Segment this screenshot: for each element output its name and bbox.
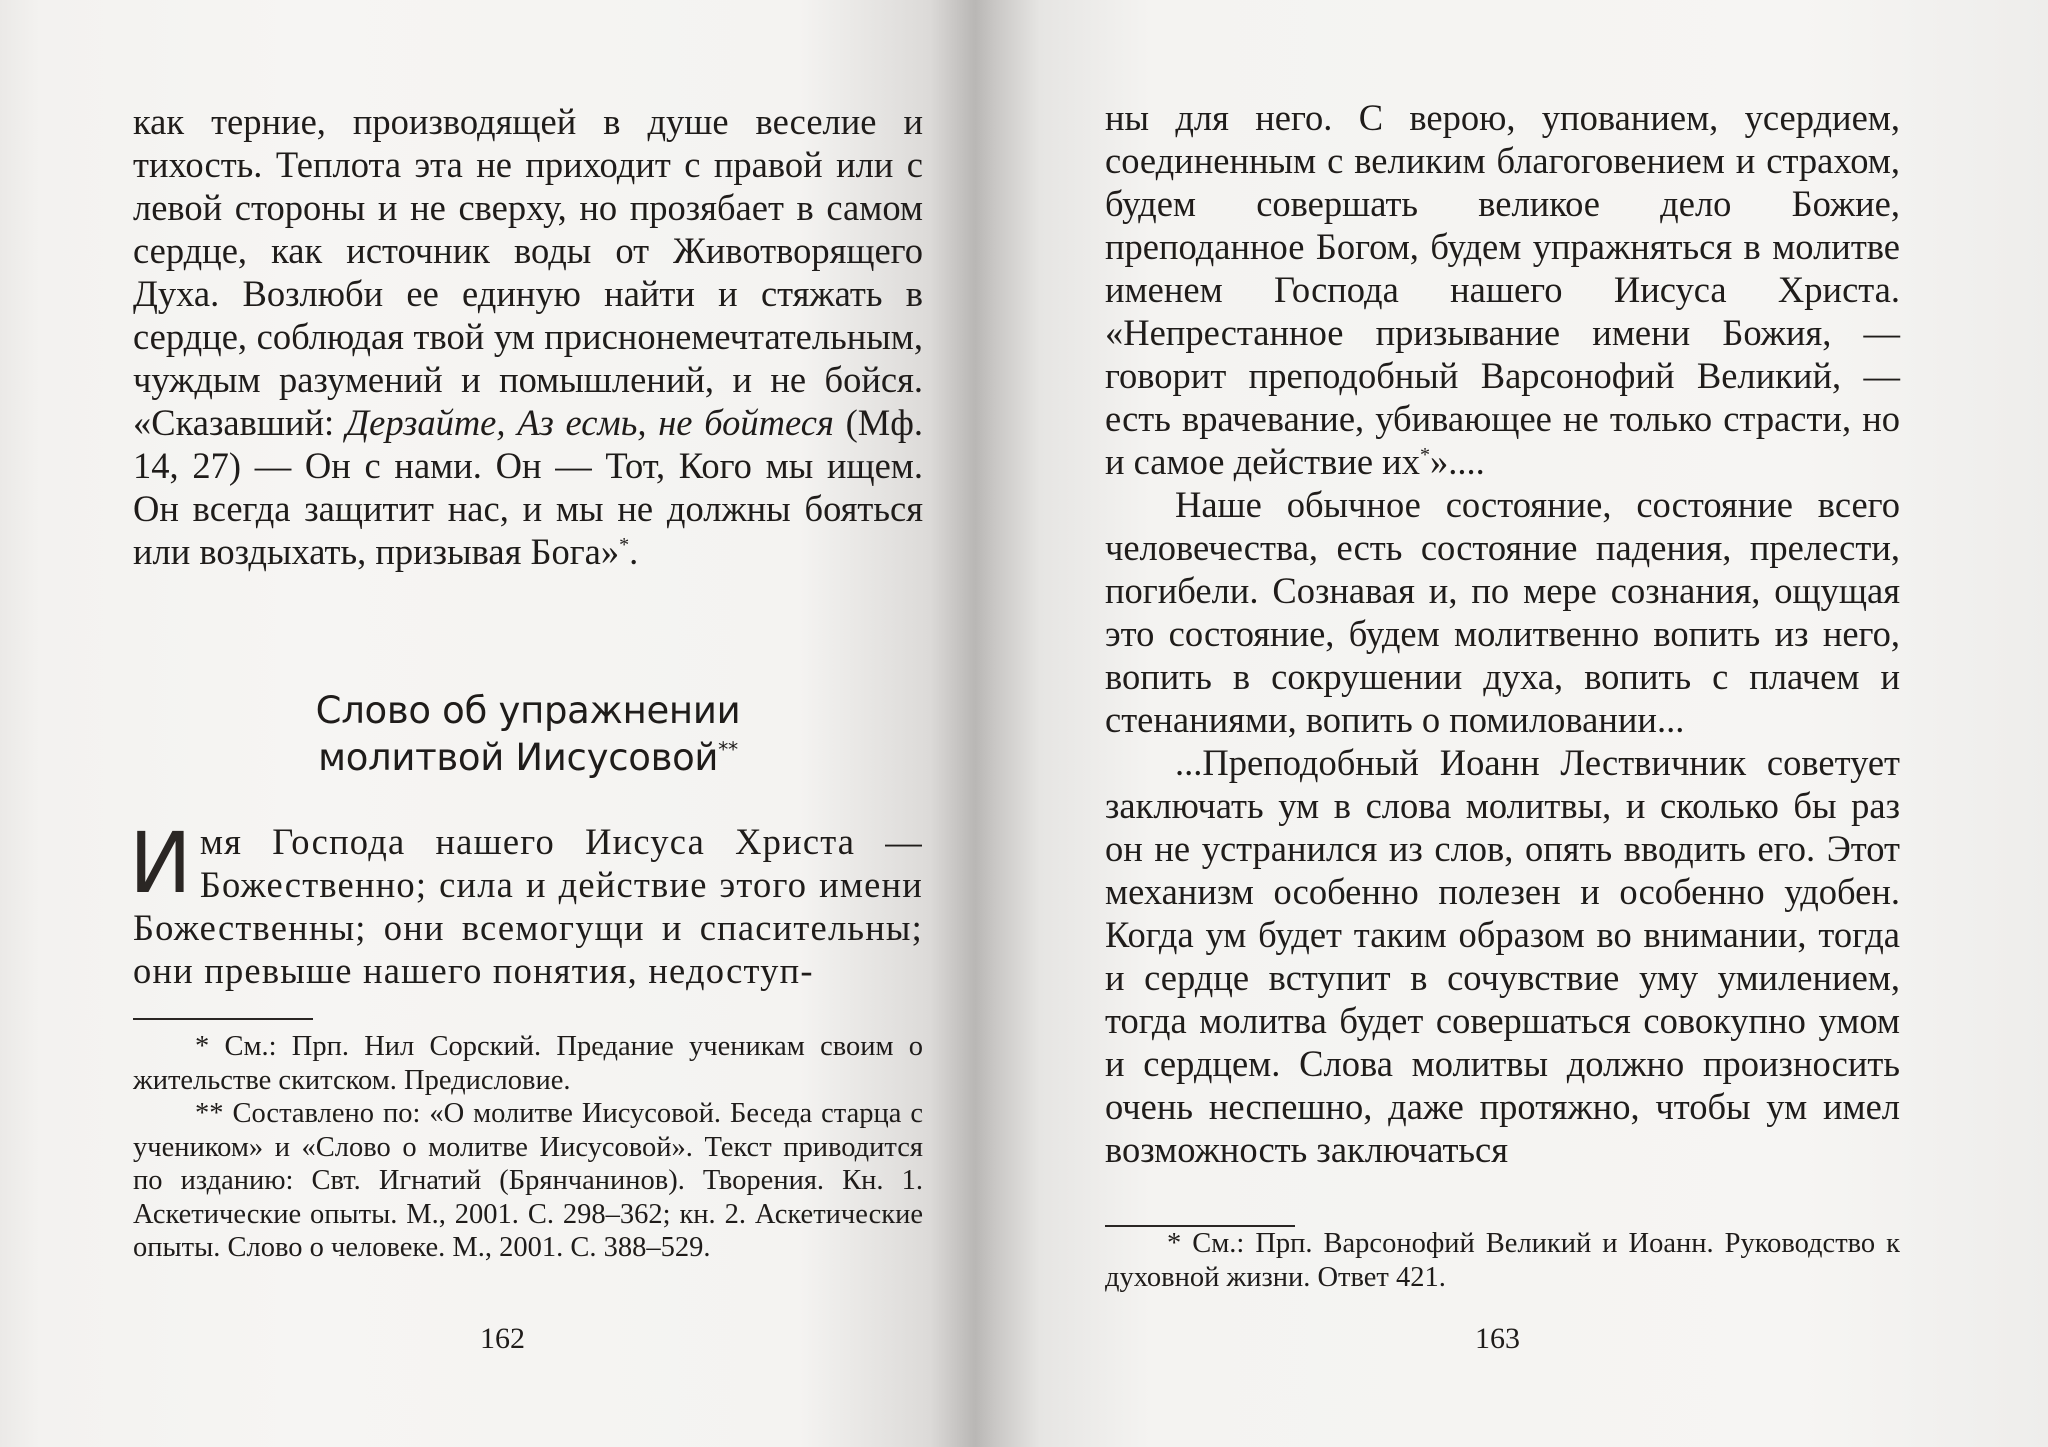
footnote-mark: * <box>619 533 630 556</box>
text-run: Наше обычное состояние, состояние всего человечества, есть состояние падения, прелести, погибели. Сознавая и, по мере сознания, ощущая это состояние, будем молитвенно вопить из него, вопить в сокрушении духа, вопить с плачем и стенаниями, вопить о помиловании... <box>1105 484 1900 740</box>
footnote-2: ** Составлено по: «О молитве Иисусовой. Беседа старца с учеником» и «Слово о молитве Иисусовой». Текст приводится по изданию: Свт. Игнатий (Брянчанинов). Творения. Кн. 1. Аскетические опыты. М., 2001. С. 298–362; кн. 2. Аскетические опыты. Слово о человеке. М., 2001. С. 388–529. <box>133 1098 923 1263</box>
body-paragraph <box>1105 96 1900 483</box>
body-paragraph <box>1105 741 1900 1171</box>
footnote-1: * См.: Прп. Нил Сорский. Предание ученикам своим о жительстве скитском. Предисловие. <box>133 1031 923 1096</box>
section-opening <box>129 814 923 992</box>
text-run: ».... <box>1430 441 1485 482</box>
heading-line-1: Слово об упражнении <box>315 689 741 732</box>
left-body-text <box>133 100 923 573</box>
page-number: 163 <box>1475 1322 1520 1355</box>
section-heading <box>133 687 923 781</box>
footnote-1: * См.: Прп. Варсонофий Великий и Иоанн. Руководство к духовной жизни. Ответ 421. <box>1105 1228 1900 1293</box>
right-page <box>1000 0 2048 1447</box>
footnote-rule <box>133 1018 313 1020</box>
left-page <box>0 0 1000 1447</box>
body-paragraph <box>133 100 923 573</box>
body-paragraph <box>1105 483 1900 741</box>
heading-footnote-mark: ** <box>718 737 738 762</box>
text-run: ны для него. С верою, упованием, усердием, соединенным с великим благоговением и страхом, будем совершать великое дело Божие, преподанное Богом, будем упражняться в молитве именем Господа нашего Иисуса Христа. «Непрестанное призывание имени Божия, — говорит преподобный Варсонофий Великий, — есть врачевание, убивающее не только страсти, но и самое действие их <box>1105 97 1900 482</box>
footnote-mark: * <box>1419 443 1430 466</box>
text-run: ...Преподобный Иоанн Лествичник советует заключать ум в слова молитвы, и сколько бы раз он не устранился из слов, опять вводить его. Этот механизм особенно полезен и особенно удобен. Когда ум будет таким образом во внимании, тогда и сердце вступит в сочувствие уму умилением, тогда молитва будет совершаться совокупно умом и сердцем. Слова молитвы должно произносить очень неспешно, даже протяжно, чтобы ум имел возможность заключаться <box>1105 742 1900 1170</box>
right-footnotes <box>1105 1227 1900 1294</box>
text-run: . <box>629 531 639 572</box>
text-run: (Мф. 14, 27) — Он с нами. Он — Тот, Кого мы ищем. Он всегда защитит нас, и мы не должны бояться или воздыхать, призывая Бога» <box>133 402 923 572</box>
italic-quote: Дерзайте, Аз есмь, не бойтеся <box>345 402 834 443</box>
left-footnotes <box>133 1030 923 1265</box>
drop-cap: И <box>129 814 192 912</box>
heading-line-2: молитвой Иисусовой <box>318 736 719 779</box>
right-body-text <box>1105 96 1900 1171</box>
page-number: 162 <box>480 1322 525 1355</box>
text-run: как терние, производящей в душе веселие и тихость. Теплота эта не приходит с правой или с левой стороны и не сверху, но прозябает в самом сердце, как источник воды от Животворящего Духа. Возлюби ее единую найти и стяжать в сердце, соблюдая твой ум приснонемечтательным, чуждым разумений и помышлений, и не бойся. «Сказавший: <box>133 101 923 443</box>
opening-paragraph: мя Господа нашего Иисуса Христа — Божественно; сила и действие этого имени Божественны; они всемогущи и спасительны; они превыше нашего понятия, недоступ- <box>133 821 923 991</box>
